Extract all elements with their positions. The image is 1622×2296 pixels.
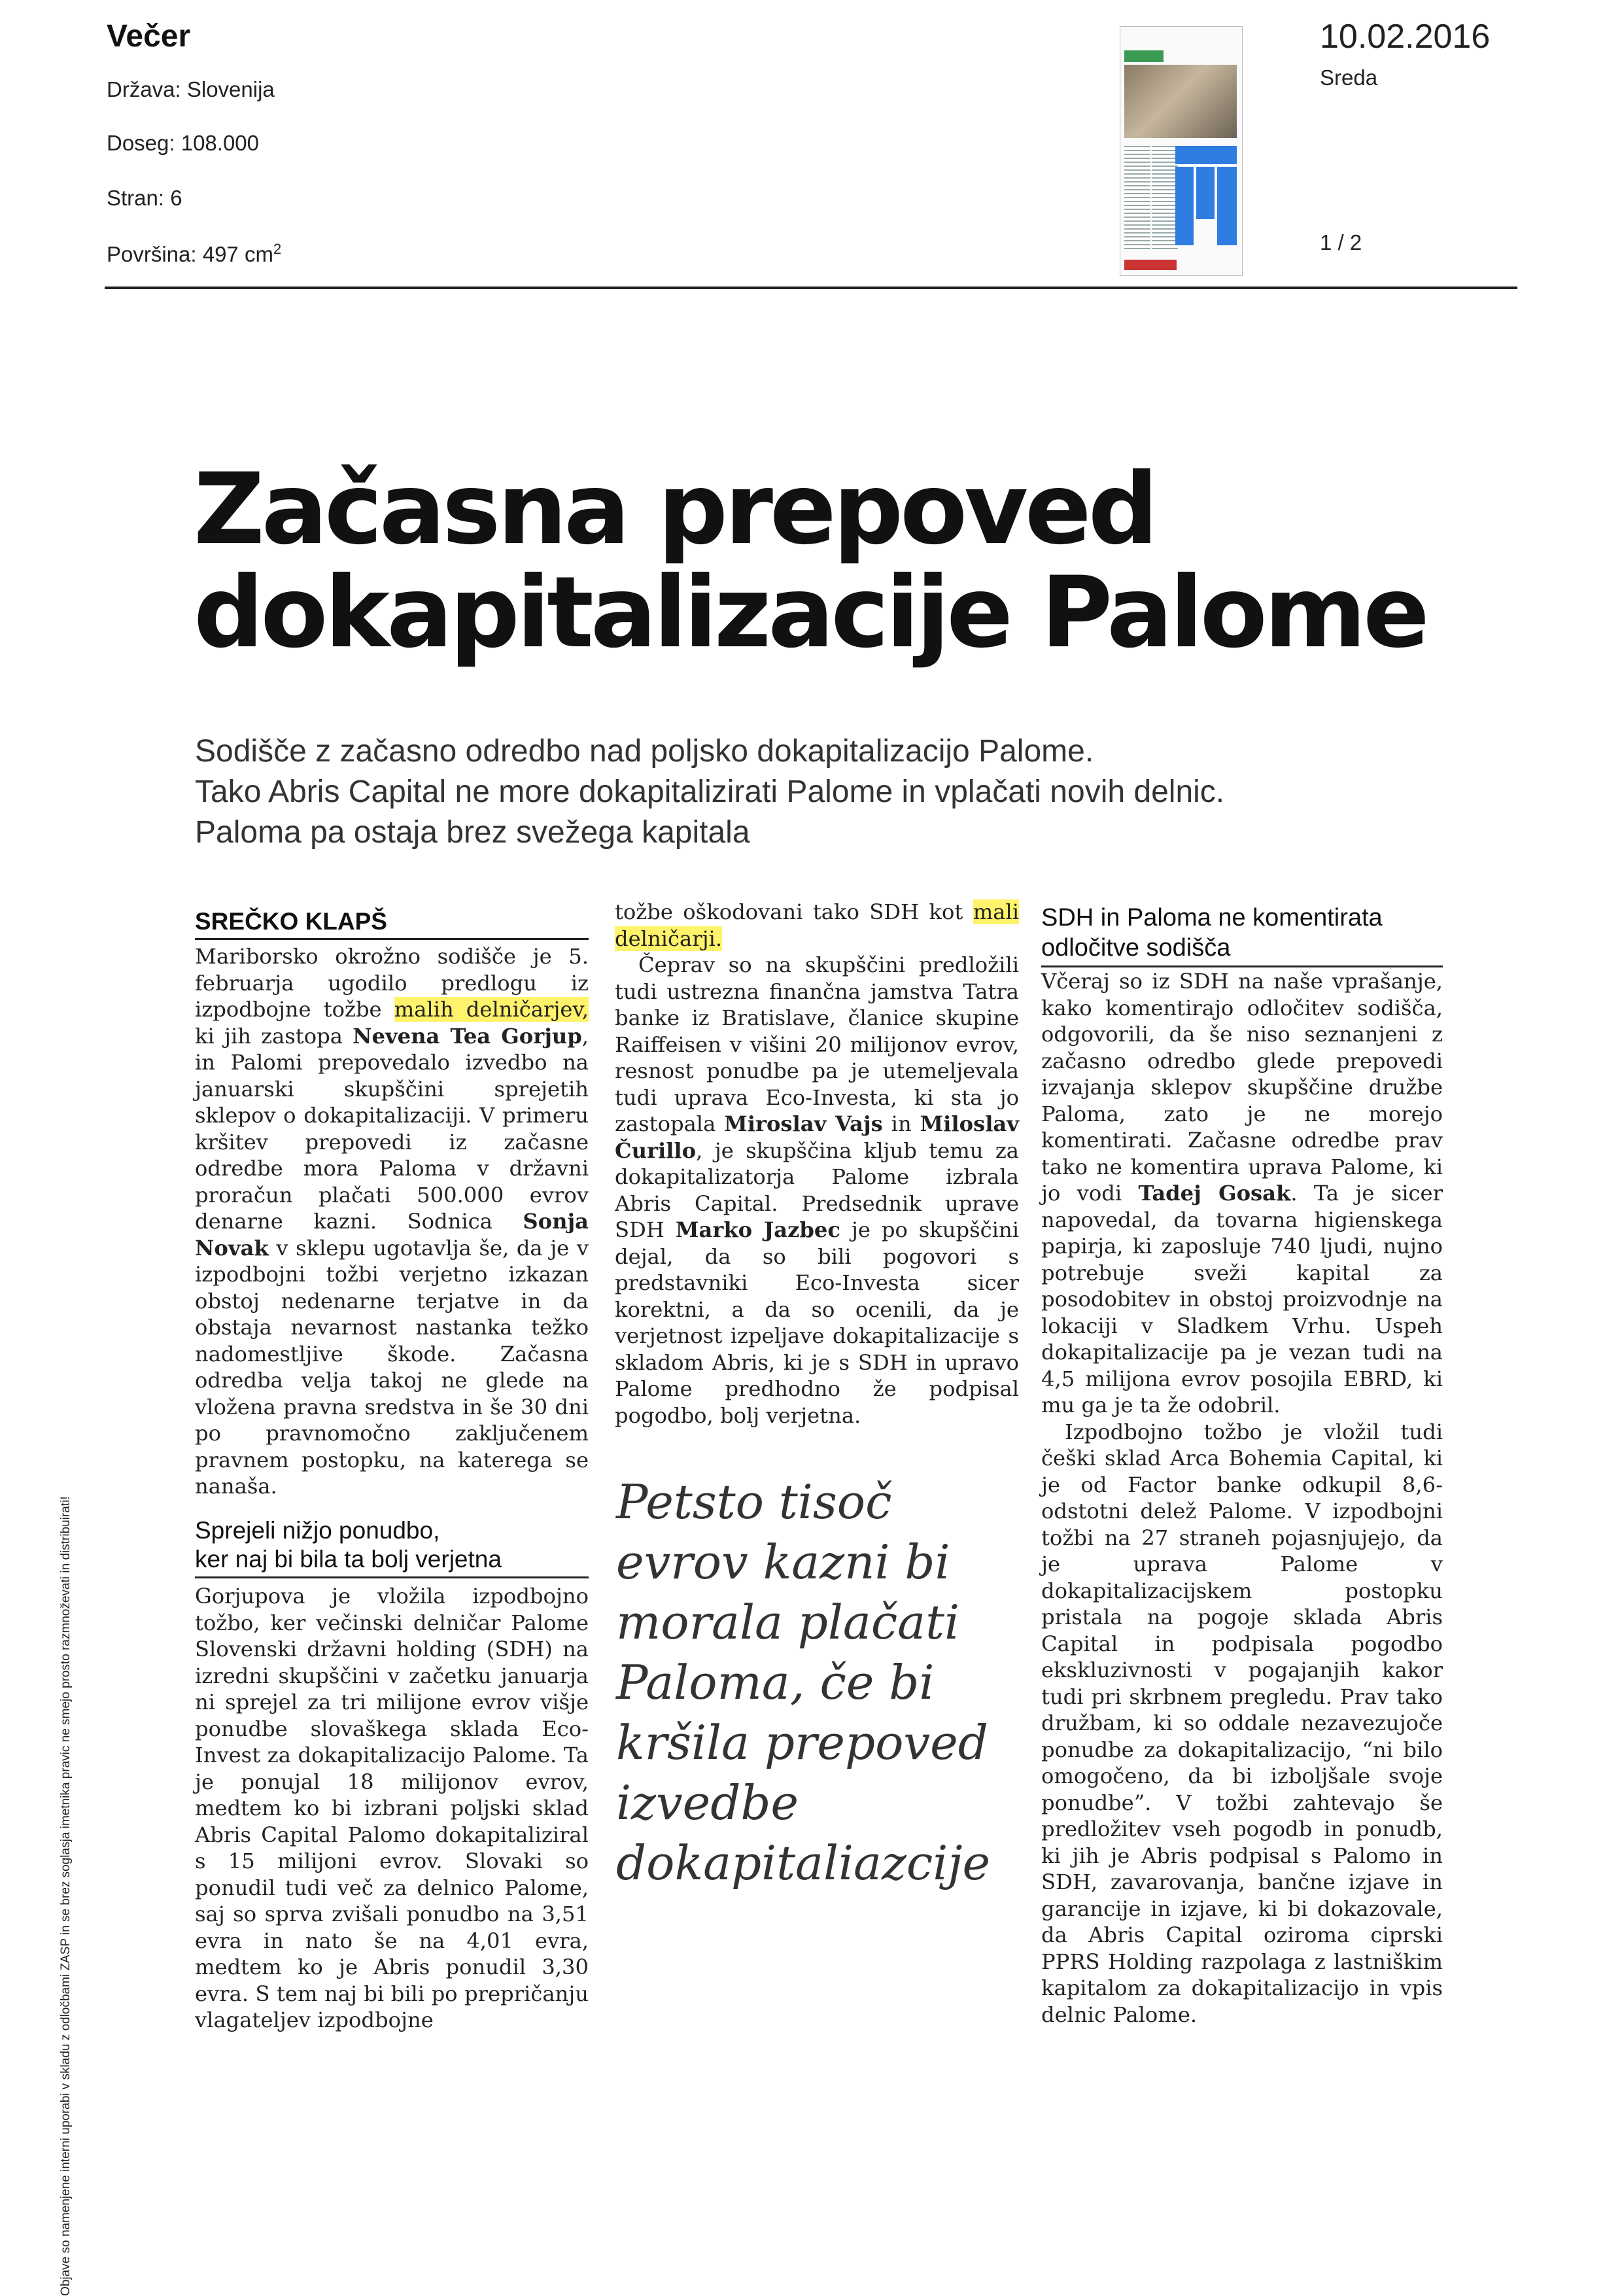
column-1-continued-text bbox=[195, 1583, 589, 2034]
text-run: , je skupščina kljub temu za dokapitalizatorja Palome izbrala Abris Capital. Predsednik uprave SDH bbox=[615, 1138, 1019, 1242]
column-2-text bbox=[615, 899, 1019, 1429]
text-run: Mariborsko okrožno sodišče je 5. februarja ugodilo predlogu iz izpodbojne tožbe bbox=[195, 944, 589, 1022]
issue-weekday: Sreda bbox=[1320, 65, 1378, 90]
paragraph bbox=[615, 952, 1019, 1429]
text-run: , in Palomi prepovedalo izvedbo na januarski skupščini sprejetih sklepov o dokapitalizaciji. V primeru kršitev prepovedi iz začasne odredbe mora Paloma v državni proračun plačati 500.000 evrov denarne kazni. Sodnica bbox=[195, 1023, 589, 1234]
highlighted-text: malih delničarjev, bbox=[394, 997, 589, 1022]
subheading-line: SDH in Paloma ne komentirata bbox=[1041, 904, 1383, 931]
thumbnail-article-highlight bbox=[1217, 167, 1237, 245]
person-name: Tadej Gosak bbox=[1138, 1181, 1291, 1206]
page-count: 1 / 2 bbox=[1320, 230, 1362, 254]
column-1-text bbox=[195, 943, 589, 1500]
text-run: ki jih zastopa bbox=[195, 1023, 353, 1049]
subheading-line: odločitve sodišča bbox=[1041, 934, 1231, 962]
issue-date: 10.02.2016 bbox=[1320, 18, 1491, 56]
article-lead bbox=[195, 731, 1372, 853]
area-text: Površina: 497 cm bbox=[107, 242, 273, 266]
person-name: Marko Jazbec bbox=[675, 1217, 840, 1242]
text-run: v sklepu ugotavlja še, da je v izpodbojni tožbi verjetno izkazan obstoj nedenarne terjatve in da obstaja nevarnost nastanka težko nadomestljive škode. Začasna odredba velja takoj ne glede na vložena pravna sredstva in še 30 dni po pravnomočno zaključenem pravnem postopku, na katerega se nanaša. bbox=[195, 1235, 589, 1499]
thumbnail-ad bbox=[1124, 260, 1177, 270]
thumbnail-article-highlight bbox=[1196, 167, 1215, 219]
paragraph bbox=[615, 899, 1019, 952]
subheading-line: Sprejeli nižjo ponudbo, bbox=[195, 1517, 440, 1544]
lead-line: Tako Abris Capital ne more dokapitalizirati Palome in vplačati novih delnic. bbox=[195, 774, 1225, 809]
page-label: Stran: 6 bbox=[107, 186, 182, 210]
text-run: je po skupščini dejal, da so bili pogovori s predstavniki Eco-Investa sicer korektni, a da so ocenili, da je verjetnost izpeljave dokapitalizacije s skladom Abris, ki je s SDH in upravo Palome predhodno že podpisal pogodbo, bolj verjetna. bbox=[615, 1217, 1019, 1428]
thumbnail-column bbox=[1152, 146, 1178, 251]
paragraph: Izpodbojno tožbo je vložil tudi češki sklad Arca Bohemia Capital, ki je od Factor banke odkupil 8,6-odstotni delež Palome. V izpodbojni tožbi na 27 straneh pojasnjujejo, da je uprava Palome v dokapitalizacijskem postopku pristala na pogoje sklada Abris Capital in podpisala pogodbo ekskluzivnosti v pogajanjih kakor tudi pri skrbnem pregledu. Prav tako družbam, ki so oddale nezavezujoče ponudbe za dokapitalizacijo, “ni bilo omogočeno, da bi izboljšale svoje ponudbe”. V tožbi zahtevajo še predložitev vseh pogodb in ponudb, ki jih je Abris podpisal s Palomo in SDH, zavarovanja, bančne izjave in garancije in izjave, ki bi dokazovale, da Abris Capital oziroma ciprski PPRS Holding razpolaga z lastniškim kapitalom za dokapitalizacijo in vpis delnic Palome. bbox=[1041, 1419, 1443, 2027]
title-line: dokapitalizacije Palome bbox=[194, 556, 1426, 670]
paragraph bbox=[195, 943, 589, 1500]
page-thumbnail bbox=[1120, 26, 1243, 276]
country-label: Država: Slovenija bbox=[107, 77, 275, 101]
person-name: Nevena Tea Gorjup bbox=[353, 1023, 582, 1049]
lead-line: Sodišče z začasno odredbo nad poljsko dokapitalizacijo Palome. bbox=[195, 734, 1094, 769]
thumbnail-article-highlight bbox=[1175, 167, 1194, 245]
subheading-line: ker naj bi bila ta bolj verjetna bbox=[195, 1546, 502, 1573]
pull-quote: Petsto tisoč evrov kazni bi morala plačati Paloma, če bi kršila prepoved izvedbe dokapitaliazcije bbox=[616, 1474, 991, 1890]
subheading bbox=[1041, 903, 1443, 967]
text-run: Včeraj so iz SDH na naše vprašanje, kako komentirajo odločitev sodišča, odgovorili, da še niso seznanjeni z začasno odredbo glede prepovedi izvajanja sklepov skupščine družbe Paloma, zato je ne morejo komentirati. Začasne odredbe prav tako ne komentira uprava Palome, ki jo vodi bbox=[1041, 969, 1443, 1206]
area-label bbox=[107, 241, 281, 267]
reach-label: Doseg: 108.000 bbox=[107, 131, 260, 155]
subheading bbox=[195, 1516, 589, 1578]
column-3-text bbox=[1041, 968, 1443, 2028]
title-line: Začasna prepoved bbox=[194, 453, 1156, 566]
lead-line: Paloma pa ostaja brez svežega kapitala bbox=[195, 815, 750, 850]
publication-name: Večer bbox=[107, 19, 191, 54]
author-byline: SREČKO KLAPŠ bbox=[195, 908, 589, 940]
text-run: Čeprav so na skupščini predložili tudi ustrezna finančna jamstva Tatra banke iz Bratislave, članice skupine Raiffeisen v višini 20 milijonov evrov, resnost ponudbe pa je utemeljevala tudi uprava Eco-Investa, ki sta jo zastopala bbox=[615, 952, 1019, 1136]
copyright-side-note: Objave so namenjene interni uporabi v skladu z odločbami ZASP in se brez soglasja imetnika pravic ne smejo prosto razmnoževati in distribuirati! bbox=[59, 1496, 73, 2296]
thumbnail-article-highlight bbox=[1175, 146, 1237, 164]
text-run: . Ta je sicer napovedal, da tovarna higienskega papirja, ki zaposluje 740 ljudi, nujno potrebuje sveži kapital za posodobitev in obstoj proizvodnje na lokaciji v Sladkem Vrhu. Uspeh dokapitalizacije pa je vezan tudi na 4,5 milijona evrov posojila EBRD, ki mu ga je ta že odobril. bbox=[1041, 1181, 1443, 1418]
paragraph: Gorjupova je vložila izpodbojno tožbo, ker večinski delničar Palome Slovenski državni holding (SDH) na izredni skupščini v začetku januarja ni sprejel za tri milijone evrov višje ponudbe slovaškega sklada Eco-Invest za dokapitalizacijo Palome. Ta je ponujal 18 milijonov evrov, medtem ko bi izbrani poljski sklad Abris Capital Palomo dokapitaliziral s 15 milijoni evrov. Slovaki so ponudil tudi več za delnico Palome, saj so sprva zvišali ponudbo na 3,51 evra in nato še na 4,01 evra, medtem ko je Abris ponudil 3,30 evra. S tem naj bi bili po prepričanju vlagateljev izpodbojne bbox=[195, 1584, 589, 2032]
thumbnail-photo bbox=[1124, 65, 1237, 138]
thumbnail-strip bbox=[1124, 50, 1164, 62]
thumbnail-column bbox=[1124, 146, 1150, 251]
person-name: Miroslav Vajs bbox=[724, 1111, 883, 1136]
person-name: Miloslav Čurillo bbox=[615, 1111, 1019, 1163]
area-unit-superscript: 2 bbox=[273, 241, 282, 257]
text-run: tožbe oškodovani tako SDH kot bbox=[615, 899, 973, 924]
person-name: Sonja Novak bbox=[195, 1209, 589, 1261]
header-divider bbox=[105, 287, 1517, 289]
article-title bbox=[194, 453, 1436, 670]
highlighted-text: mali delničarji. bbox=[615, 899, 1019, 951]
paragraph bbox=[1041, 968, 1443, 1419]
text-run: in bbox=[882, 1111, 920, 1136]
